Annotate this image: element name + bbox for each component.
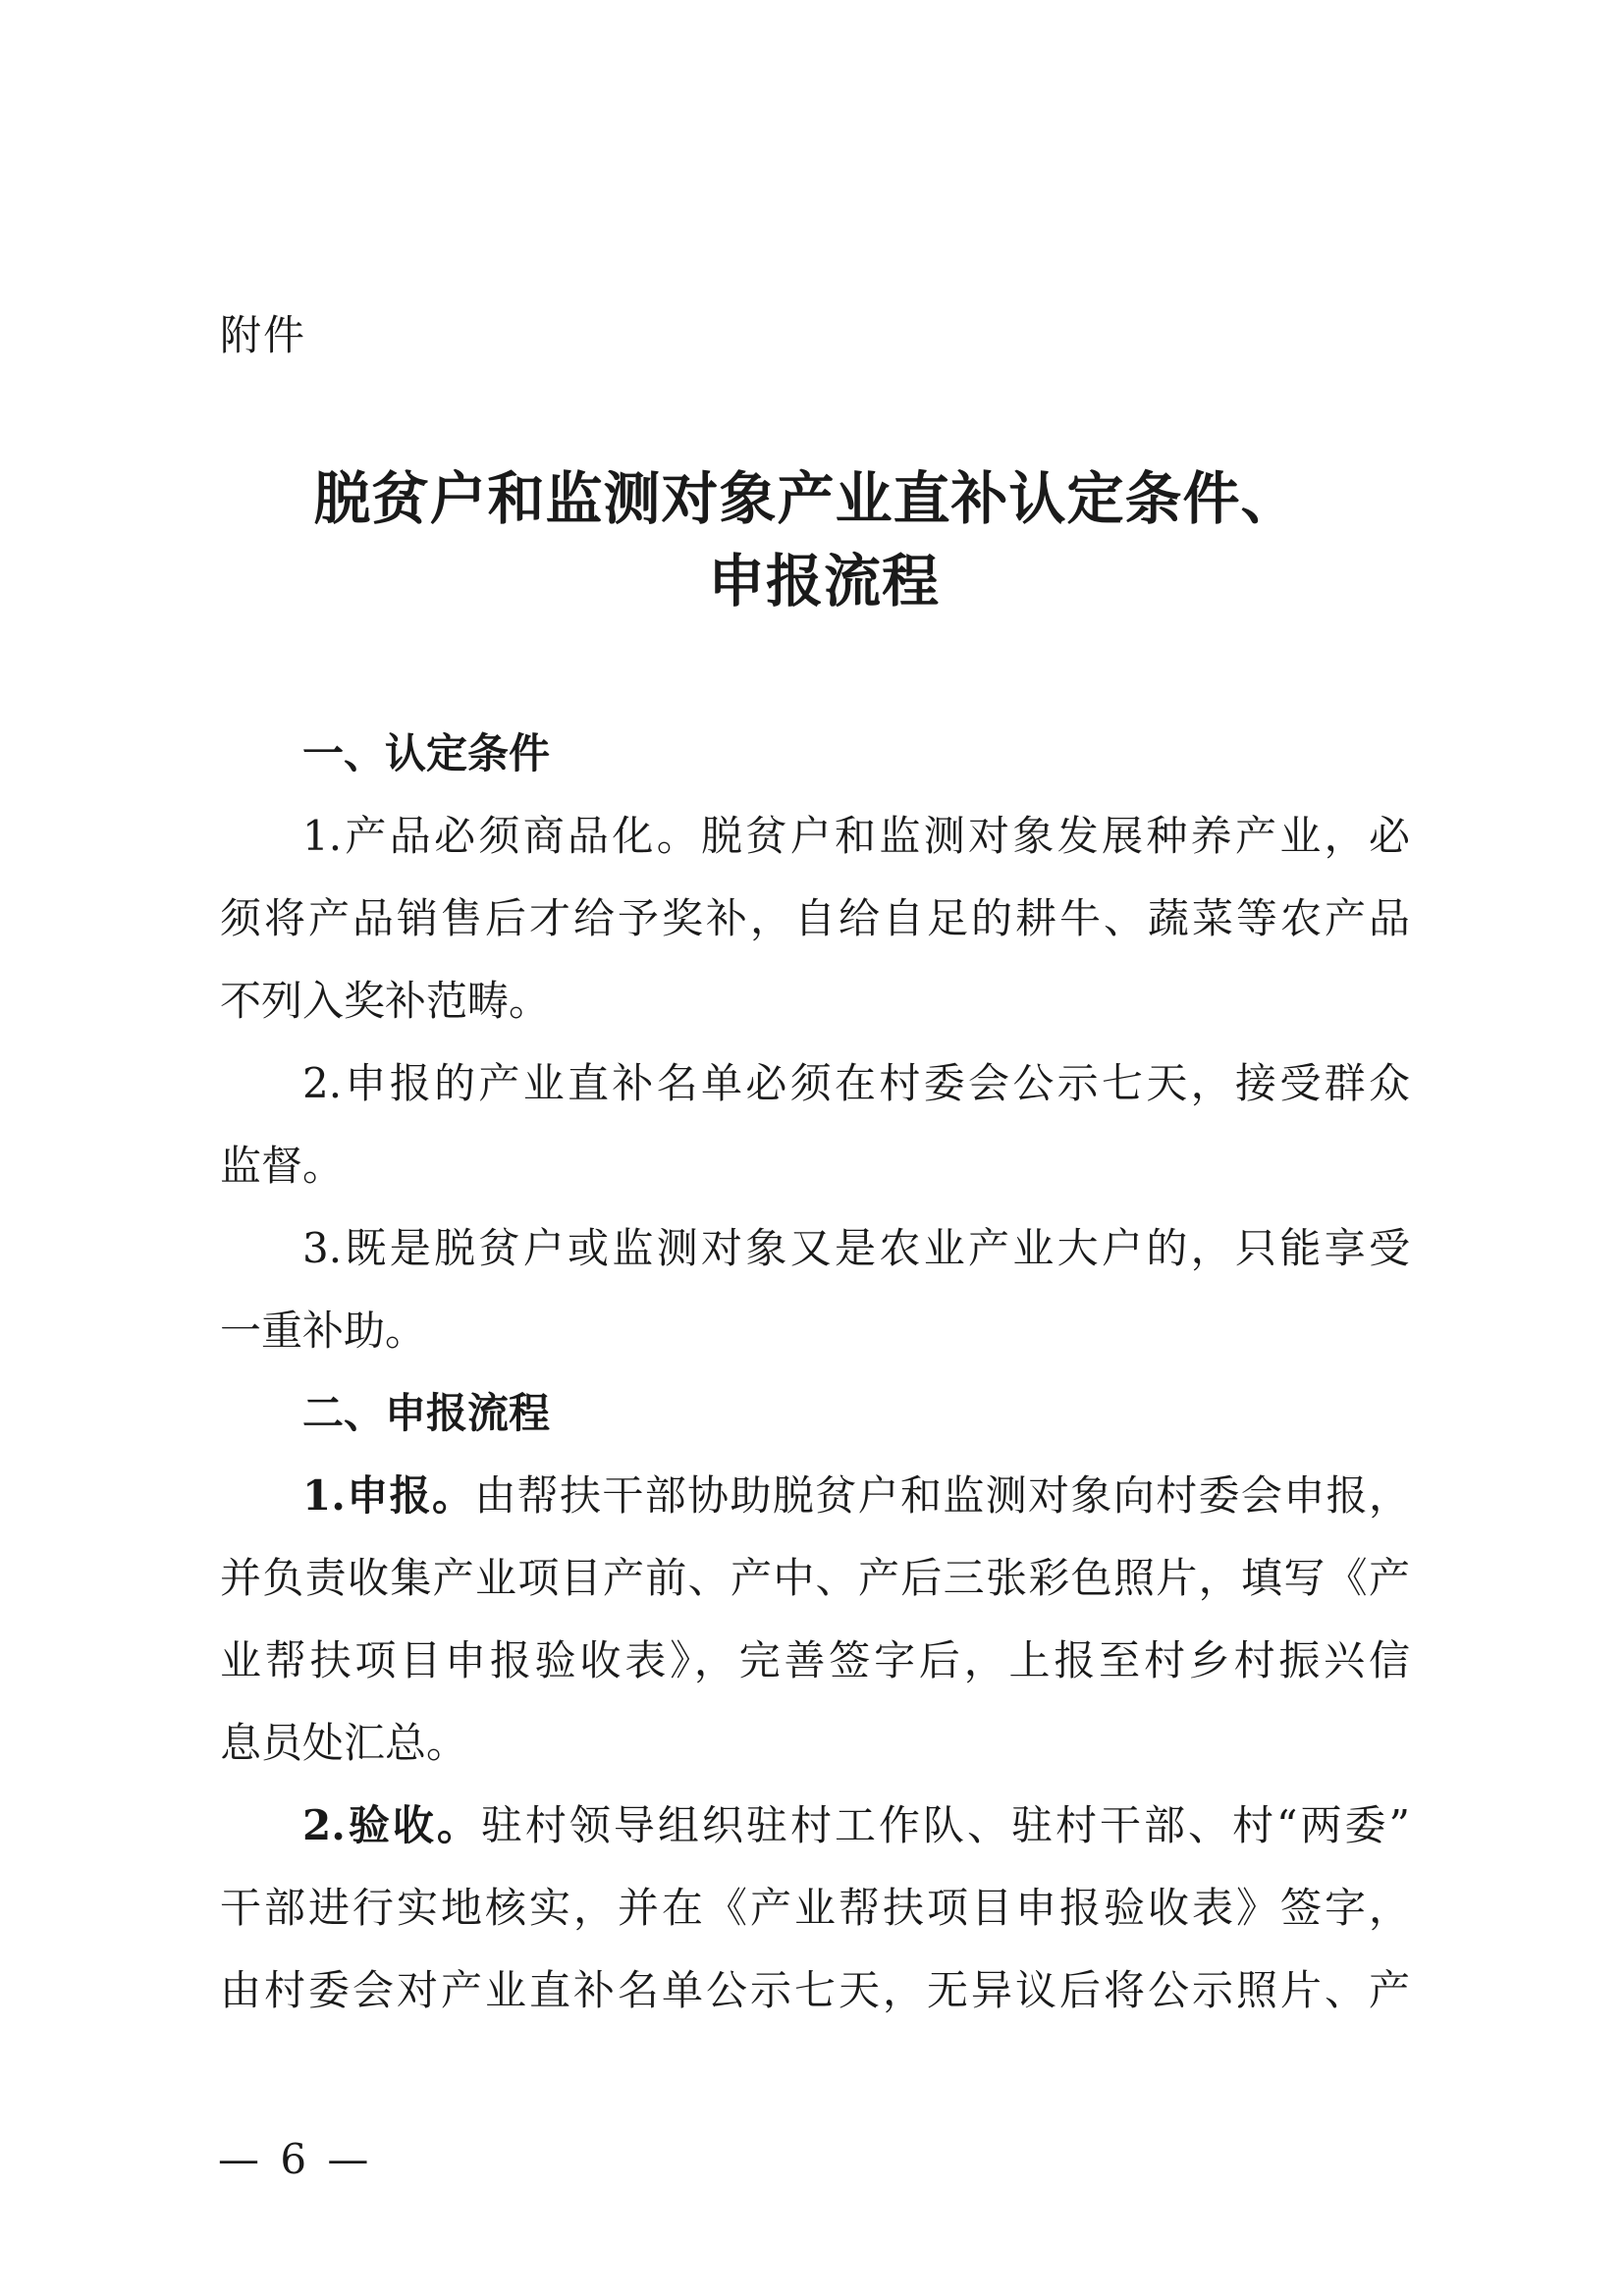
document-body xyxy=(220,713,1410,2032)
paragraph-line: 不列入奖补范畴。 xyxy=(220,977,551,1025)
paragraph-text: 由帮扶干部协助脱贫户和监测对象向村委会申报， xyxy=(474,1471,1410,1520)
document-title-line-1: 脱贫户和监测对象产业直补认定条件、 xyxy=(313,465,1299,532)
paragraph-line: 2.申报的产业直补名单必须在村委会公示七天，接受群众 xyxy=(302,1059,1410,1107)
step-lead-declare: 1.申报。 xyxy=(302,1471,475,1520)
paragraph-line: 3.既是脱贫户或监测对象又是农业产业大户的，只能享受 xyxy=(302,1224,1410,1272)
paragraph-line: 须将产品销售后才给予奖补，自给自足的耕牛、蔬菜等农产品 xyxy=(220,894,1410,942)
paragraph-line: 并负责收集产业项目产前、产中、产后三张彩色照片，填写《产 xyxy=(220,1554,1410,1602)
section-heading-criteria: 一、认定条件 xyxy=(302,729,551,777)
page-number: — 6 — xyxy=(218,2135,373,2183)
paragraph-line: 监督。 xyxy=(220,1142,345,1190)
attachment-label: 附件 xyxy=(220,311,307,359)
paragraph-text: 驻村领导组织驻村工作队、驻村干部、村“两委” xyxy=(480,1801,1410,1849)
paragraph-line: 一重补助。 xyxy=(220,1307,427,1355)
document-title-line-2: 申报流程 xyxy=(707,548,940,614)
section-heading-process: 二、申报流程 xyxy=(302,1389,551,1437)
step-lead-acceptance: 2.验收。 xyxy=(302,1801,481,1849)
paragraph-line: 干部进行实地核实，并在《产业帮扶项目申报验收表》签字， xyxy=(220,1884,1410,1932)
paragraph-line: 业帮扶项目申报验收表》，完善签字后，上报至村乡村振兴信 xyxy=(220,1636,1410,1684)
paragraph-line: 1.产品必须商品化。脱贫户和监测对象发展种养产业，必 xyxy=(302,812,1410,860)
paragraph-line: 由村委会对产业直补名单公示七天，无异议后将公示照片、产 xyxy=(220,1966,1410,2014)
paragraph-line xyxy=(220,1785,1410,1867)
paragraph-line xyxy=(220,1455,1410,1537)
paragraph-line: 息员处汇总。 xyxy=(220,1719,468,1767)
